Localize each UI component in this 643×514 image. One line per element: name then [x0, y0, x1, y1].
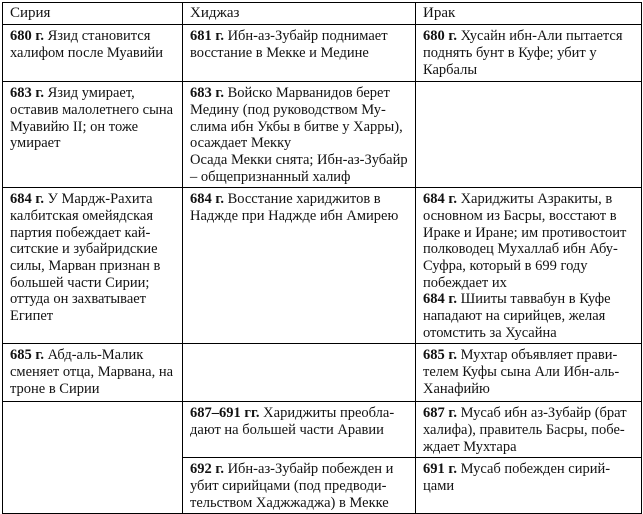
timeline-entry	[423, 191, 635, 291]
cell-syria-683	[3, 82, 183, 188]
cell-hijaz-684	[183, 188, 416, 344]
entry-year: 684 г.	[423, 291, 457, 308]
row-685	[3, 344, 642, 402]
timeline-entry	[423, 291, 635, 341]
timeline-entry	[190, 191, 409, 224]
cell-hijaz-685-empty	[183, 344, 416, 402]
entry-text: Восстание хариджитов в Наджде при Наджде ибн Амирею	[190, 191, 399, 224]
timeline-entry	[10, 191, 176, 324]
timeline-entry	[423, 347, 635, 397]
entry-year: 692 г.	[190, 461, 224, 478]
entry-text: Осада Мекки снята; Ибн-аз-Зубайр – общепризнанный халиф	[190, 151, 408, 185]
entry-text: Хариджиты преобладают на большей части Аравии	[190, 405, 395, 438]
entry-text: Ибн-аз-Зубайр побежден и убит сирийцами (под предводительством Хаджжаджа) в Мекке	[190, 461, 394, 511]
column-header-syria: Сирия	[3, 3, 183, 25]
entry-text: У Мардж-Рахита калбитская омейядская партия побеждает кайситские и зубайридские силы, Марван признан в большей части Сирии; оттуда он захватывает Египет	[10, 191, 161, 324]
cell-iraq-683-empty	[416, 82, 642, 188]
timeline-entry	[10, 85, 176, 152]
row-683	[3, 82, 642, 188]
timeline-entry	[10, 28, 176, 61]
timeline-entry	[190, 28, 409, 61]
row-687	[3, 402, 642, 458]
cell-syria-680	[3, 25, 183, 82]
cell-hijaz-681	[183, 25, 416, 82]
entry-year: 683 г.	[10, 85, 44, 102]
cell-syria-684	[3, 188, 183, 344]
timeline-entry	[423, 28, 635, 78]
entry-year: 684 г.	[190, 191, 224, 208]
entry-text: Войско Марванидов берет Медину (под руководством Муслима ибн Укбы в битве у Харры), осаждает Мекку	[190, 85, 403, 152]
row-680	[3, 25, 642, 82]
timeline-entry	[190, 85, 409, 152]
timeline-table	[2, 2, 642, 514]
timeline-entry	[10, 347, 176, 397]
entry-year: 680 г.	[10, 28, 44, 45]
entry-year: 691 г.	[423, 461, 457, 478]
entry-year: 680 г.	[423, 28, 457, 45]
row-684	[3, 188, 642, 344]
cell-iraq-691	[416, 458, 642, 514]
cell-hijaz-692	[183, 458, 416, 514]
cell-iraq-684	[416, 188, 642, 344]
cell-syria-687-692-empty	[3, 402, 183, 514]
column-header-iraq: Ирак	[416, 3, 642, 25]
cell-hijaz-683	[183, 82, 416, 188]
entry-text: Мусаб ибн аз-Зубайр (брат халифа), правитель Басры, побеждает Мухтара	[423, 405, 627, 455]
entry-text: Ибн-аз-Зубайр поднимает восстание в Мекке и Медине	[190, 28, 388, 61]
cell-iraq-680	[416, 25, 642, 82]
header-row	[3, 3, 642, 25]
entry-year: 687 г.	[423, 405, 457, 422]
entry-year: 684 г.	[10, 191, 44, 208]
entry-year: 685 г.	[423, 347, 457, 364]
cell-hijaz-687-691	[183, 402, 416, 458]
timeline-entry	[423, 405, 635, 455]
entry-text: Хусайн ибн-Али пытается поднять бунт в Куфе; убит у Карбалы	[423, 28, 623, 78]
column-header-hijaz: Хиджаз	[183, 3, 416, 25]
cell-iraq-685	[416, 344, 642, 402]
entry-text: Абд-аль-Малик сменяет отца, Марвана, на троне в Сирии	[10, 347, 174, 397]
timeline-entry	[190, 152, 409, 185]
timeline-entry	[190, 461, 409, 511]
entry-year: 683 г.	[190, 85, 224, 102]
entry-year: 685 г.	[10, 347, 44, 364]
entry-year: 681 г.	[190, 28, 224, 45]
entry-text: Мухтар объявляет правителем Куфы сына Али Ибн-аль-Ханафийю	[423, 347, 620, 397]
entry-text: Хариджиты Азракиты, в основном из Басры, восстают в Ираке и Иране; им противостоит полководец Мухаллаб ибн Абу-Суфра, который в 699 году побеждает их	[423, 191, 627, 291]
timeline-entry	[423, 461, 635, 494]
entry-text: Язид умирает, оставив малолетнего сына Муавийю II; он тоже умирает	[10, 85, 174, 152]
cell-iraq-687	[416, 402, 642, 458]
entry-text: Язид становится халифом после Муавийи	[10, 28, 164, 61]
timeline-entry	[190, 405, 409, 438]
cell-syria-685	[3, 344, 183, 402]
entry-text: Мусаб побежден сирийцами	[423, 461, 611, 495]
entry-year: 684 г.	[423, 191, 457, 208]
entry-text: Шииты таввабун в Куфе нападают на сирийцев, желая отомстить за Хусайна	[423, 291, 611, 341]
entry-year: 687–691 гг.	[190, 405, 260, 422]
